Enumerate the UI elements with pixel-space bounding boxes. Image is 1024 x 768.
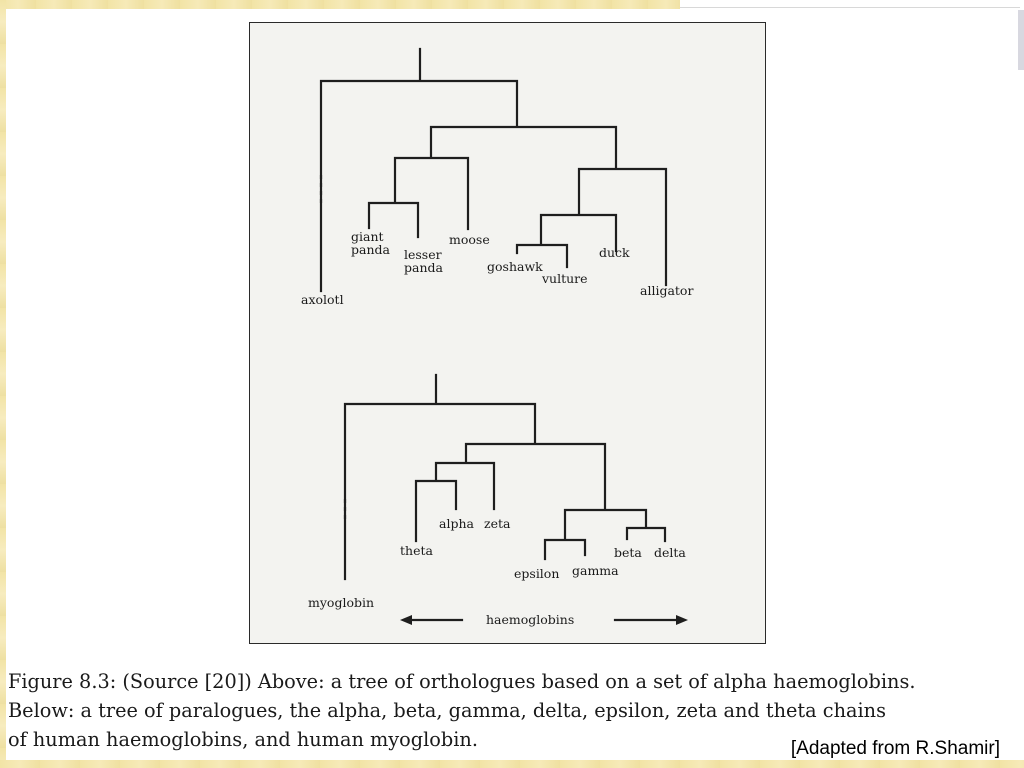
right-edge-tab (1018, 10, 1024, 70)
leaf-moose: moose (449, 232, 490, 247)
leaf-giant-panda: giant panda (351, 229, 390, 257)
left-decorative-stripe (0, 0, 6, 768)
right-arrowhead (676, 615, 688, 625)
leaf-theta: theta (400, 543, 433, 558)
leaf-delta: delta (654, 545, 686, 560)
leaf-alpha: alpha (439, 516, 474, 531)
leaf-alligator: alligator (640, 283, 694, 298)
leaf-zeta: zeta (484, 516, 511, 531)
haemoglobins-label: haemoglobins (486, 612, 575, 627)
left-arrowhead (400, 615, 412, 625)
caption-line-1: Figure 8.3: (Source [20]) Above: a tree of orthologues based on a set of alpha haemoglobins. (8, 670, 916, 693)
attribution-text: [Adapted from R.Shamir] (790, 738, 1000, 759)
leaf-beta: beta (614, 545, 642, 560)
leaf-axolotl: axolotl (301, 292, 344, 307)
haemoglobins-range-indicator (400, 612, 688, 627)
paralogue-tree (308, 375, 688, 627)
orthologue-tree (301, 49, 693, 307)
caption-line-2: Below: a tree of paralogues, the alpha, beta, gamma, delta, epsilon, zeta and theta chains (8, 699, 886, 722)
bottom-decorative-stripe (0, 760, 1024, 768)
caption-line-3: of human haemoglobins, and human myoglobin. (8, 728, 478, 751)
leaf-epsilon: epsilon (514, 566, 560, 581)
leaf-vulture: vulture (542, 271, 588, 286)
leaf-duck: duck (599, 245, 630, 260)
top-decorative-stripe (0, 0, 680, 9)
phylogenetic-trees (250, 23, 767, 645)
scanned-figure (249, 22, 766, 644)
leaf-goshawk: goshawk (487, 259, 543, 274)
leaf-lesser-panda: lesser panda (404, 247, 443, 275)
leaf-gamma: gamma (572, 563, 619, 578)
leaf-myoglobin: myoglobin (308, 595, 375, 610)
top-divider-line (680, 7, 1020, 8)
